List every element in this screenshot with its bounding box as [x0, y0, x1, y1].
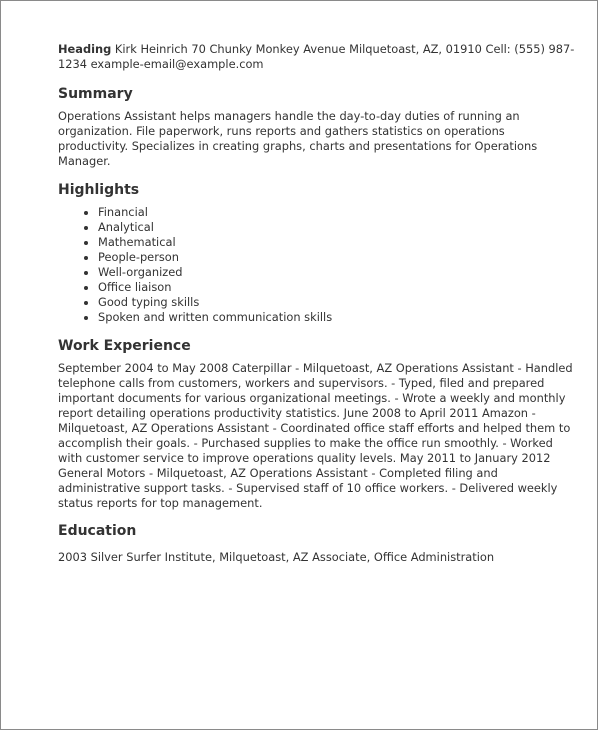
highlight-item: • Financial: [98, 205, 578, 220]
resume-content: [58, 42, 578, 565]
education-title: Education: [58, 523, 137, 539]
contact-details: Kirk Heinrich 70 Chunky Monkey Avenue Milquetoast, AZ, 01910 Cell: (555) 987-1234 example-email@example.com: [58, 42, 575, 71]
work-experience-text: September 2004 to May 2008 Caterpillar - Milquetoast, AZ Operations Assistant - Handled telephone calls from customers, workers and supervisors. - Typed, filed and prepared important documents for various organizational meetings. - Wrote a weekly and monthly report detailing operations productivity statistics. June 2008 to April 2011 Amazon - Milquetoast, AZ Operations Assistant - Coordinated office staff efforts and helped them to accomplish their goals. - Purchased supplies to make the office run smoothly. - Worked with customer service to improve operations quality levels. May 2011 to January 2012 General Motors - Milquetoast, AZ Operations Assistant - Completed filing and administrative support tasks. - Supervised staff of 10 office workers. - Delivered weekly status reports for top management.: [58, 361, 573, 510]
education-text: 2003 Silver Surfer Institute, Milquetoast, AZ Associate, Office Administration: [58, 550, 495, 564]
highlights-section: [58, 181, 578, 325]
work-experience-section: [58, 337, 578, 511]
highlight-item: • Mathematical: [98, 235, 578, 250]
summary-section: [58, 85, 578, 169]
contact-label: Heading: [58, 42, 112, 56]
highlights-list: [58, 205, 578, 325]
highlight-item: • People-person: [98, 250, 578, 265]
highlight-item: • Well-organized: [98, 265, 578, 280]
highlight-item: • Good typing skills: [98, 295, 578, 310]
highlight-item: • Spoken and written communication skills: [98, 310, 578, 325]
summary-text: Operations Assistant helps managers handle the day-to-day duties of running an organization. File paperwork, runs reports and gathers statistics on operations productivity. Specializes in creating graphs, charts and presentations for Operations Manager.: [58, 109, 538, 168]
highlights-title: Highlights: [58, 182, 140, 198]
contact-heading: [58, 42, 578, 72]
highlight-item: • Analytical: [98, 220, 578, 235]
highlight-item: • Office liaison: [98, 280, 578, 295]
work-experience-title: Work Experience: [58, 338, 191, 354]
education-section: [58, 522, 578, 565]
summary-title: Summary: [58, 86, 133, 102]
